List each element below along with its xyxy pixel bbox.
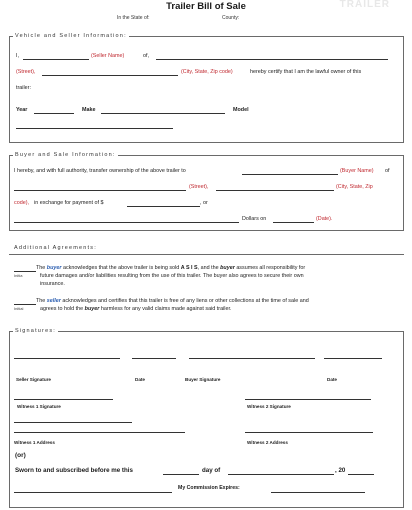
witness1-address-line-1[interactable] xyxy=(14,422,132,423)
year-line[interactable] xyxy=(34,113,74,114)
witness1-address-label: Witness 1 Address xyxy=(14,440,55,445)
seller-signature-line[interactable] xyxy=(14,358,120,359)
witness2-address-line[interactable] xyxy=(245,432,373,433)
buyer-code-hint: code), xyxy=(14,200,29,206)
buyer-of-label: of xyxy=(385,168,390,174)
seller-street-hint: (Street), xyxy=(16,69,36,75)
agreement1-line2: future damages and/or liabilities resulting from the use of this trailer. The buyer also agrees to secure their own xyxy=(40,273,304,279)
seller-city-hint: (City, State, Zip code) xyxy=(181,69,233,75)
agreement2-line1: The seller acknowledges and certifies that this trailer is free of any liens or other collections at the time of sale and xyxy=(36,298,309,304)
buyer-of-line[interactable] xyxy=(14,190,186,191)
payment-or: , or xyxy=(200,200,208,206)
certify-text: hereby certify that I am the lawful owner of this xyxy=(250,69,362,75)
buyer-signature-line[interactable] xyxy=(189,358,315,359)
agreements-divider xyxy=(9,254,404,255)
day-of-label: day of xyxy=(202,467,221,474)
make-line[interactable] xyxy=(101,113,225,114)
commission-label: My Commission Expires: xyxy=(178,485,240,491)
witness1-signature-label: Witness 1 Signature xyxy=(17,404,61,409)
sworn-month-line[interactable] xyxy=(228,474,334,475)
seller-name-hint: (Seller Name) xyxy=(91,53,125,59)
initial-line-1[interactable] xyxy=(14,271,36,272)
agreements-heading: Additional Agreements: xyxy=(14,245,97,251)
buyer-name-line[interactable] xyxy=(242,174,338,175)
seller-date-label: Date xyxy=(135,377,145,382)
payment-amount-line[interactable] xyxy=(127,206,200,207)
dollars-written-line[interactable] xyxy=(14,222,239,223)
agreement1-line3: insurance. xyxy=(40,281,65,287)
trailer-word: trailer: xyxy=(16,85,31,91)
buyer-signature-label: Buyer Signature xyxy=(185,377,221,382)
payment-text: in exchange for payment of $ xyxy=(34,200,104,206)
buyer-name-hint: (Buyer Name) xyxy=(340,168,374,174)
or-label: (or) xyxy=(15,452,26,459)
transfer-text: I hereby, and with full authority, transfer ownership of the above trailer to xyxy=(14,168,186,174)
initial-label-1: Initia xyxy=(14,273,23,278)
seller-i-label: I, xyxy=(16,53,19,59)
model-line[interactable] xyxy=(16,128,173,129)
buyer-sale-section xyxy=(9,155,404,231)
commission-line[interactable] xyxy=(271,492,365,493)
buyer-sale-heading: Buyer and Sale Information: xyxy=(15,152,116,158)
dollars-on-label: Dollars on xyxy=(242,216,267,222)
seller-street-line[interactable] xyxy=(42,75,178,76)
year-prefix-label: , 20 xyxy=(335,467,346,474)
make-label: Make xyxy=(82,107,96,113)
buyer-date-line[interactable] xyxy=(324,358,382,359)
sworn-text: Sworn to and subscribed before me this xyxy=(15,467,133,474)
initial-label-2: Initial xyxy=(14,306,24,311)
witness2-address-label: Witness 2 Address xyxy=(247,440,288,445)
buyer-street-line[interactable] xyxy=(216,190,334,191)
buyer-date-label: Date xyxy=(327,377,337,382)
sworn-day-line[interactable] xyxy=(163,474,199,475)
seller-name-line[interactable] xyxy=(23,59,89,60)
witness1-signature-line[interactable] xyxy=(14,399,113,400)
notary-signature-line[interactable] xyxy=(14,492,172,493)
county-label: County: xyxy=(222,15,240,21)
model-label: Model xyxy=(233,107,249,113)
seller-of-line[interactable] xyxy=(156,59,388,60)
signatures-heading: Signatures: xyxy=(15,328,57,334)
seller-date-line[interactable] xyxy=(132,358,176,359)
year-label: Year xyxy=(16,107,28,113)
seller-signature-label: Seller Signature xyxy=(16,377,51,382)
state-label: In the State of: xyxy=(117,15,150,21)
initial-line-2[interactable] xyxy=(14,304,36,305)
agreement1-line1: The buyer acknowledges that the above trailer is being sold A S I S, and the buyer assumes all responsibility for xyxy=(36,265,306,271)
trailer-watermark: TRAILER xyxy=(339,0,390,10)
witness2-signature-line[interactable] xyxy=(245,399,371,400)
buyer-city-hint: (City, State, Zip xyxy=(336,184,373,190)
sale-date-hint: (Date). xyxy=(316,216,333,222)
agreement2-line2: agrees to hold the buyer harmless for any valid claims made against said trailer. xyxy=(40,306,232,312)
sworn-year-line[interactable] xyxy=(348,474,374,475)
witness1-address-line-2[interactable] xyxy=(14,432,185,433)
document-title: Trailer Bill of Sale xyxy=(166,1,246,12)
witness2-signature-label: Witness 2 Signature xyxy=(247,404,291,409)
sale-date-line[interactable] xyxy=(273,222,314,223)
vehicle-seller-heading: Vehicle and Seller Information: xyxy=(15,33,127,39)
vehicle-seller-section xyxy=(9,36,404,143)
seller-of-label: of, xyxy=(143,53,149,59)
buyer-street-hint: (Street), xyxy=(189,184,209,190)
